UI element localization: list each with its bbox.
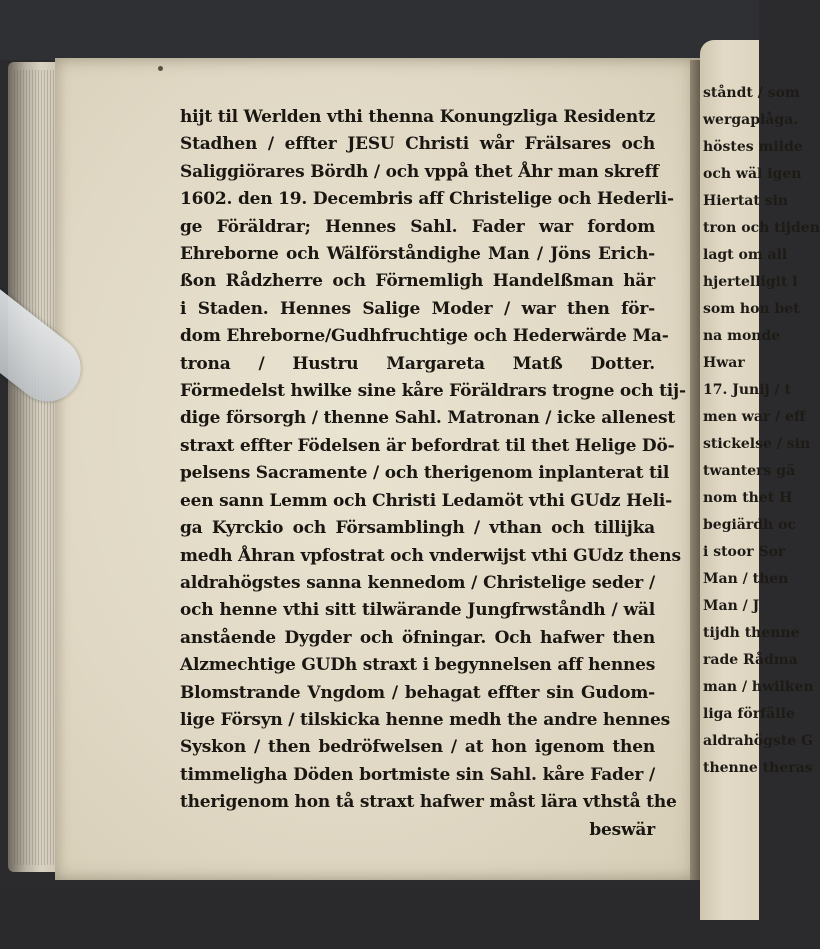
right-page-line: twanters gä <box>703 463 796 479</box>
text-line: i Staden. Hennes Salige Moder / war then för- <box>180 298 655 319</box>
text-line: ga Kyrckio och Församblingh / vthan och tillijka <box>180 518 655 539</box>
right-page-line: Hwar <box>703 355 745 371</box>
page-speck <box>158 66 163 71</box>
text-line: Förmedelst hwilke sine kåre Föräldrars trogne och tij- <box>180 381 686 402</box>
right-page-line: nom thet H <box>703 490 793 506</box>
text-line: straxt effter Födelsen är befordrat til thet Helige Dö- <box>180 435 675 456</box>
text-line: dige försorgh / thenne Sahl. Matronan / icke allenest <box>180 408 675 429</box>
catchword: beswär <box>589 819 655 840</box>
text-line: trona / Hustru Margareta Matß Dotter. <box>180 353 655 374</box>
right-page-line: men war / eff <box>703 409 806 425</box>
text-line: ßon Rådzherre och Förnemligh Handelßman här <box>180 271 655 292</box>
right-page-line: som hon bet <box>703 301 800 317</box>
right-page-line: Man / J <box>703 598 760 614</box>
right-page-line: hjertelligit l <box>703 274 798 290</box>
text-line: medh Åhran vpfostrat och vnderwijst vthi GUdz thens <box>180 545 681 566</box>
right-page-line: aldrahögste G <box>703 733 814 749</box>
text-line: hijt til Werlden vthi thenna Konungzliga Residentz <box>180 107 656 127</box>
text-line: lige Försyn / tilskicka henne medh the andre hennes <box>180 709 671 730</box>
text-line: dom Ehreborne/Gudhfruchtige och Hederwärde Ma- <box>180 326 669 347</box>
background-top <box>0 0 759 60</box>
text-line: therigenom hon tå straxt hafwer måst lära vthstå the <box>180 792 677 813</box>
right-page-line: begiärdh oc <box>703 517 796 533</box>
text-line: Blomstrande Vngdom / behagat effter sin Gudom- <box>180 682 655 703</box>
right-page-line: man / hwilken <box>703 679 814 695</box>
right-page-line: na monde <box>703 328 781 344</box>
right-page-line: höstes milde <box>703 139 803 155</box>
text-line: Ehreborne och Wälförståndighe Man / Jöns Erich- <box>180 244 655 265</box>
text-line: Stadhen / effter JESU Christi wår Frälsares och <box>180 134 655 155</box>
right-page-line: lagt om all <box>703 247 788 263</box>
right-page-line: rade Rådma <box>703 652 798 668</box>
background-bottom <box>0 890 759 949</box>
text-line: Saliggiörares Bördh / och vppå thet Åhr man skreff <box>180 161 659 182</box>
right-page-line: ståndt / som <box>703 85 800 101</box>
right-page-line: liga förfälle <box>703 706 795 722</box>
right-page-line: 17. Junij / t <box>703 382 791 398</box>
text-line: anstående Dygder och öfningar. Och hafwer then <box>180 627 655 648</box>
main-text-block <box>180 104 686 844</box>
text-line: aldrahögstes sanna kennedom / Christelige seder / <box>180 572 655 593</box>
text-line: pelsens Sacramente / och therigenom inplanterat til <box>180 463 670 484</box>
right-page-line: Man / then <box>703 571 789 587</box>
right-page-line: tijdh thenne <box>703 625 800 641</box>
text-line: timmeligha Döden bortmiste sin Sahl. kåre Fader / <box>180 764 655 785</box>
right-page-line: thenne theras <box>703 760 813 776</box>
text-line: een sann Lemm och Christi Ledamöt vthi GUdz Heli- <box>180 490 672 511</box>
text-line: Alzmechtige GUDh straxt i begynnelsen aff hennes <box>180 655 656 676</box>
right-page-line: Hiertat sin <box>703 193 789 209</box>
text-line: Syskon / then bedröfwelsen / at hon igenom then <box>180 737 655 758</box>
right-page-line: tron och tijden <box>703 220 820 236</box>
right-page-line: och wäl igen <box>703 166 802 182</box>
right-page-text <box>703 80 820 782</box>
text-line: 1602. den 19. Decembris aff Christelige och Hederli- <box>180 189 674 210</box>
page-stack-lines <box>14 70 58 865</box>
right-page-line: i stoor Sor <box>703 544 786 560</box>
text-line: ge Föräldrar; Hennes Sahl. Fader war fordom <box>180 216 655 237</box>
text-line: och henne vthi sitt tilwärande Jungfrwståndh / wäl <box>180 600 655 621</box>
right-page-line: wergaplåga. <box>703 112 799 128</box>
right-page-line: stickelse / sin <box>703 436 811 452</box>
